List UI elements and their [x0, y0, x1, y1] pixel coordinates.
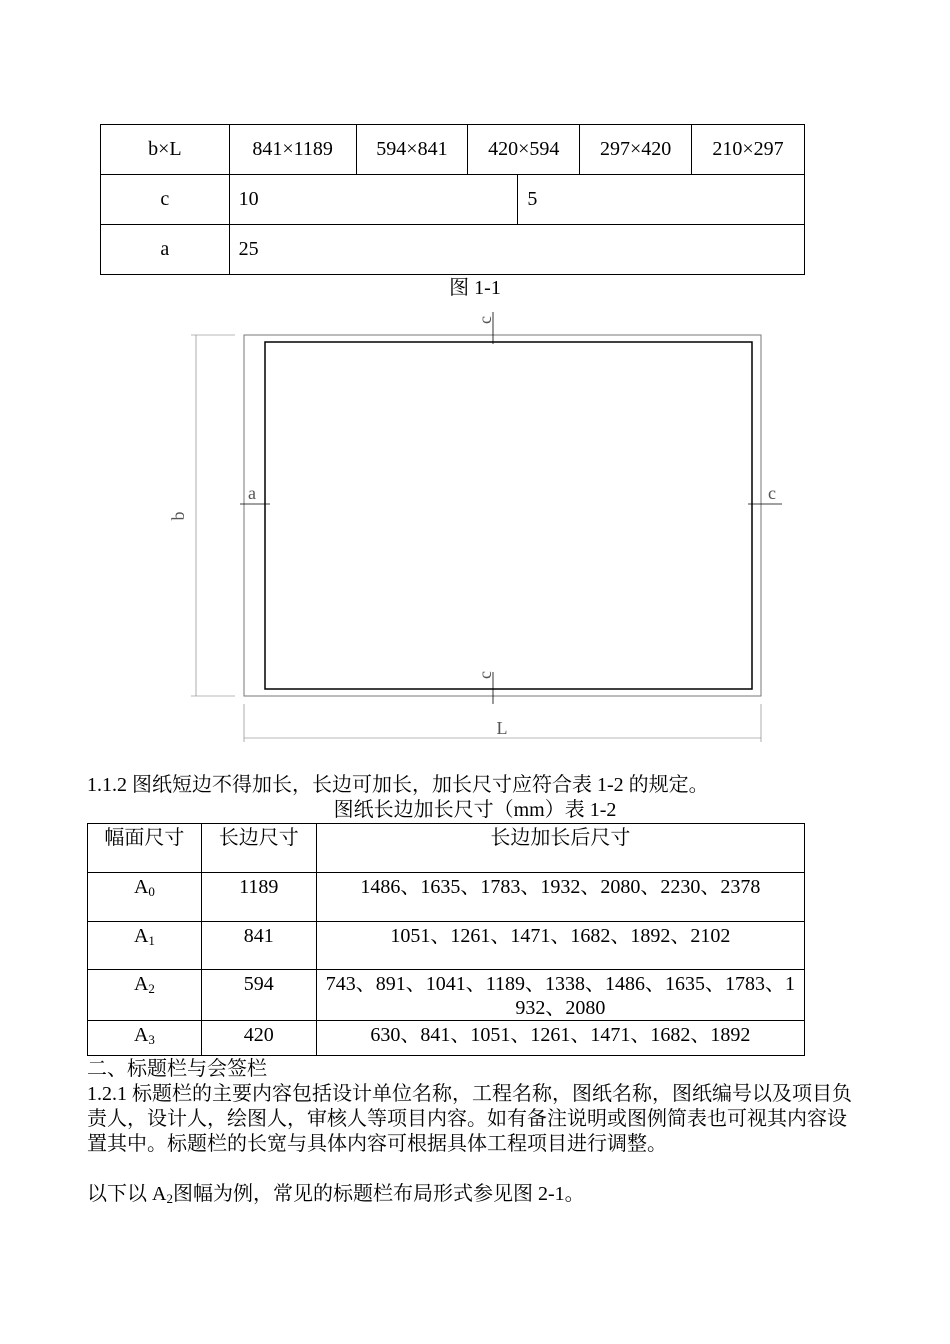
extended-cell: 1486、1635、1783、1932、2080、2230、2378 [316, 873, 804, 922]
paper-border-diagram [0, 300, 950, 760]
drawing-frame [265, 342, 752, 689]
table-cell: b×L [101, 125, 230, 175]
header-cell: 长边加长后尺寸 [316, 824, 804, 873]
section-heading: 二、标题栏与会签栏 [87, 1058, 267, 1080]
table-row [88, 922, 805, 970]
label-L: L [496, 718, 508, 738]
figure-caption: 图 1-1 [449, 277, 501, 299]
header-cell: 幅面尺寸 [88, 824, 202, 873]
extended-cell: 743、891、1041、1189、1338、1486、1635、1783、1932、2080 [316, 970, 804, 1021]
table-row [101, 175, 805, 225]
long-edge-cell: 594 [201, 970, 316, 1021]
table-caption: 图纸长边加长尺寸（mm）表 1-2 [333, 799, 617, 821]
paragraph-1-1-2: 1.1.2 图纸短边不得加长，长边可加长，加长尺寸应符合表 1-2 的规定。 [87, 774, 709, 796]
table-row [88, 873, 805, 922]
table-row [88, 970, 805, 1021]
label-c-top: c [475, 316, 496, 324]
paragraph-1-2-1: 1.2.1 标题栏的主要内容包括设计单位名称，工程名称，图纸名称，图纸编号以及项目负责人，设计人，绘图人，审核人等项目内容。如有备注说明或图例简表也可视其内容设置其中。标题栏的长宽与具体内容可根据具体工程项目进行调整。 [87, 1083, 852, 1155]
label-b: b [168, 511, 189, 521]
extended-cell: 630、841、1051、1261、1471、1682、1892 [316, 1021, 804, 1056]
label-c-bottom: c [475, 671, 496, 679]
table-cell: a [101, 225, 230, 275]
table-cell: 10 [229, 175, 518, 225]
table-cell: 594×841 [356, 125, 468, 175]
table-cell: 297×420 [580, 125, 692, 175]
extended-cell: 1051、1261、1471、1682、1892、2102 [316, 922, 804, 970]
paragraph-a2-example: 以下以 $A_2$图幅为例，常见的标题栏布局形式参见图 2-1。 [87, 1183, 585, 1206]
paper-size-table [100, 124, 805, 275]
extension-size-table [87, 823, 805, 1056]
size-cell: $A_1$ [88, 922, 202, 970]
table-cell: c [101, 175, 230, 225]
table-cell: 5 [518, 175, 805, 225]
header-cell: 长边尺寸 [201, 824, 316, 873]
long-edge-cell: 841 [201, 922, 316, 970]
table-row [101, 125, 805, 175]
table-row [88, 1021, 805, 1056]
table-cell: 420×594 [468, 125, 580, 175]
table-row [101, 225, 805, 275]
table-cell: 210×297 [692, 125, 805, 175]
table-header-row [88, 824, 805, 873]
long-edge-cell: 1189 [201, 873, 316, 922]
table-cell: 841×1189 [229, 125, 356, 175]
table-cell: 25 [229, 225, 804, 275]
size-cell: $A_3$ [88, 1021, 202, 1056]
label-c-right: c [768, 483, 776, 503]
paper-outline [244, 335, 761, 696]
size-cell: $A_0$ [88, 873, 202, 922]
size-cell: $A_2$ [88, 970, 202, 1021]
long-edge-cell: 420 [201, 1021, 316, 1056]
label-a: a [248, 483, 256, 503]
